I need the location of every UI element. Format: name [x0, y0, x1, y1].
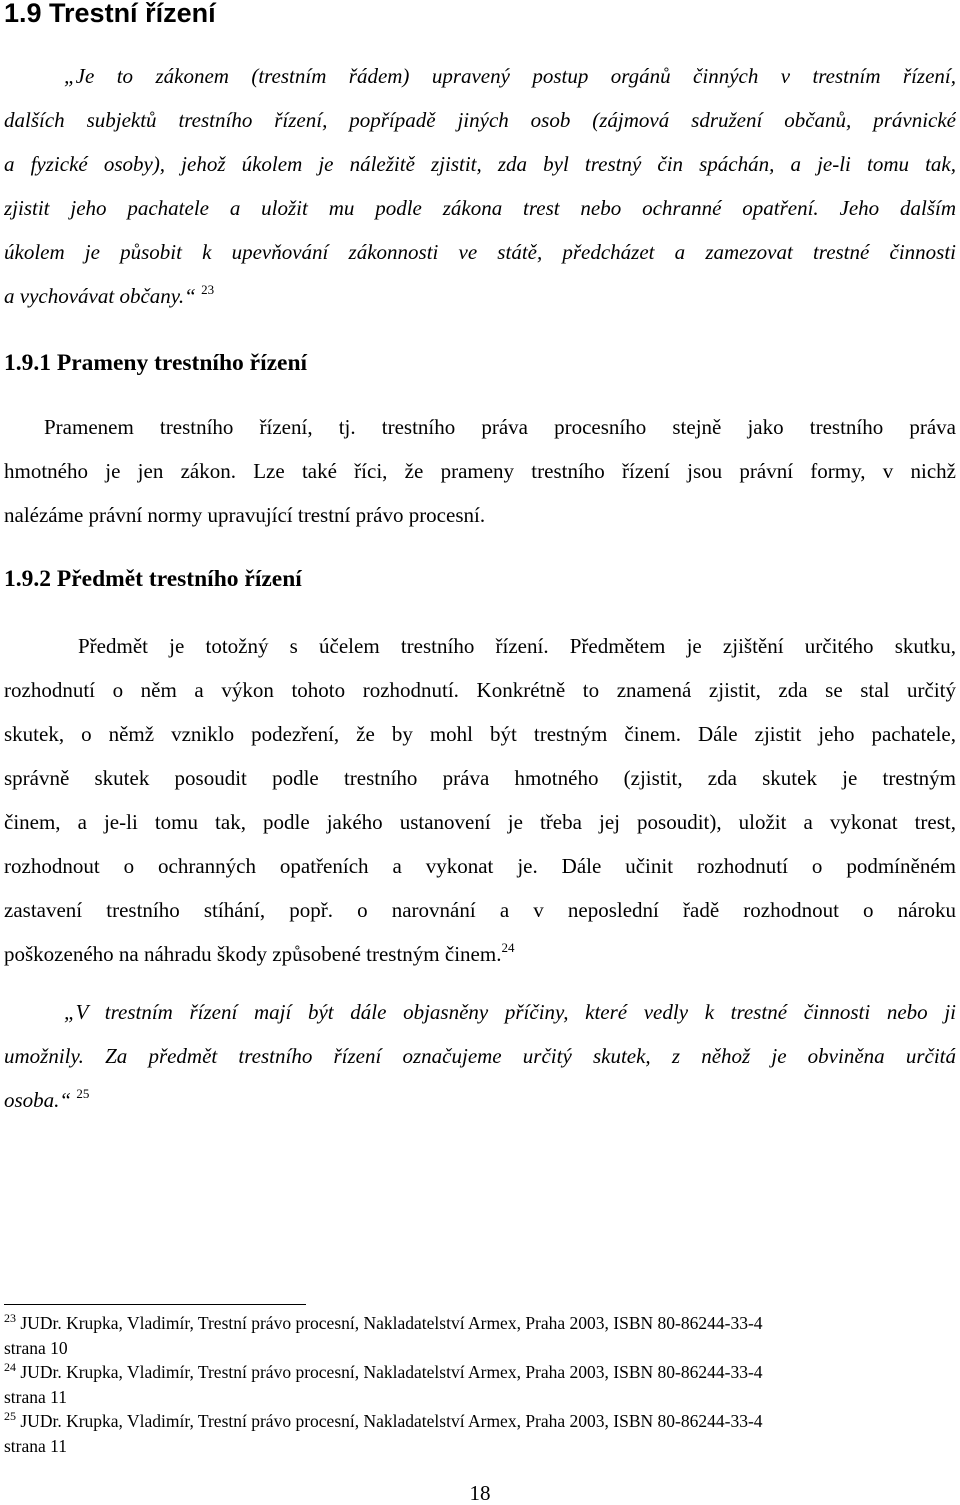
section-1-line: hmotného je jen zákon. Lze také říci, že prameny trestního řízení jsou právní formy, v nichž — [4, 459, 956, 483]
section-2-paragraph — [4, 624, 956, 976]
page-number: 18 — [469, 1481, 491, 1505]
footnote-25 — [4, 1409, 956, 1434]
footnote-text: JUDr. Krupka, Vladimír, Trestní právo procesní, Nakladatelství Armex, Praha 2003, ISBN 80-86244-33-4 — [16, 1362, 763, 1382]
quote-2-line-last — [4, 1078, 956, 1122]
intro-line-text: a vychovávat občany.“ — [4, 284, 202, 308]
section-2-line: činem, a je-li tomu tak, podle jakého ustanovení je třeba jej posoudit), uložit a vykonat trest, — [4, 810, 956, 834]
footnote-number: 24 — [4, 1360, 16, 1374]
footnote-ref-24[interactable]: 24 — [501, 940, 515, 955]
footnote-ref-25[interactable]: 25 — [76, 1086, 90, 1101]
quote-2-line: umožnily. Za předmět trestního řízení označujeme určitý skutek, z něhož je obviněna určitá — [4, 1044, 956, 1068]
footnote-continuation: strana 11 — [4, 1386, 68, 1407]
footnote-number: 25 — [4, 1409, 16, 1423]
intro-line-last — [4, 274, 956, 318]
section-2-line: Předmět je totožný s účelem trestního řízení. Předmětem je zjištění určitého skutku, — [78, 634, 956, 658]
section-2-line-last — [4, 932, 956, 976]
section-1-line: nalézáme právní normy upravující trestní právo procesní. — [4, 503, 486, 527]
footnote-continuation: strana 11 — [4, 1435, 68, 1456]
intro-line: a fyzické osoby), jehož úkolem je náležitě zjistit, zda byl trestný čin spáchán, a je-li tomu tak, — [4, 152, 956, 176]
footnote-text: JUDr. Krupka, Vladimír, Trestní právo procesní, Nakladatelství Armex, Praha 2003, ISBN 80-86244-33-4 — [16, 1313, 763, 1333]
footnote-23 — [4, 1311, 956, 1336]
section-2-line: správně skutek posoudit podle trestního práva hmotného (zjistit, zda skutek je trestným — [4, 766, 956, 790]
section-1-paragraph — [4, 405, 956, 537]
section-heading-predmet: 1.9.2 Předmět trestního řízení — [4, 566, 302, 592]
section-2-line: skutek, o němž vzniklo podezření, že by mohl být trestným činem. Dále zjistit jeho pachatele, — [4, 722, 956, 746]
intro-line: úkolem je působit k upevňování zákonnosti ve státě, předcházet a zamezovat trestné činnosti — [4, 240, 956, 264]
footnote-separator — [4, 1304, 306, 1305]
quote-2 — [4, 990, 956, 1122]
footnote-number: 23 — [4, 1311, 16, 1325]
intro-quote — [4, 54, 956, 318]
section-2-line: rozhodnout o ochranných opatřeních a vykonat je. Dále učinit rozhodnutí o podmíněném — [4, 854, 956, 878]
quote-2-line: „V trestním řízení mají být dále objasněny příčiny, které vedly k trestné činnosti nebo ji — [64, 1000, 956, 1024]
section-2-line-text: poškozeného na náhradu škody způsobené trestným činem. — [4, 942, 502, 966]
footnote-24 — [4, 1360, 956, 1385]
intro-line: zjistit jeho pachatele a uložit mu podle zákona trest nebo ochranné opatření. Jeho dalším — [4, 196, 956, 220]
footnote-continuation: strana 10 — [4, 1337, 68, 1358]
footnote-ref-23[interactable]: 23 — [201, 282, 215, 297]
section-2-line: zastavení trestního stíhání, popř. o narovnání a v neposlední řadě rozhodnout o nároku — [4, 898, 956, 922]
footnote-text: JUDr. Krupka, Vladimír, Trestní právo procesní, Nakladatelství Armex, Praha 2003, ISBN 80-86244-33-4 — [16, 1411, 763, 1431]
intro-line: „Je to zákonem (trestním řádem) upravený postup orgánů činných v trestním řízení, — [64, 64, 956, 88]
section-heading-prameny: 1.9.1 Prameny trestního řízení — [4, 350, 308, 376]
intro-line: dalších subjektů trestního řízení, popřípadě jiných osob (zájmová sdružení občanů, právnické — [4, 108, 956, 132]
section-1-line: Pramenem trestního řízení, tj. trestního práva procesního stejně jako trestního práva — [44, 415, 956, 439]
section-2-line: rozhodnutí o něm a výkon tohoto rozhodnutí. Konkrétně to znamená zjistit, zda se stal určitý — [4, 678, 956, 702]
chapter-heading: 1.9 Trestní řízení — [4, 0, 216, 28]
footnotes — [4, 1311, 956, 1458]
quote-2-line-text: osoba.“ — [4, 1088, 77, 1112]
